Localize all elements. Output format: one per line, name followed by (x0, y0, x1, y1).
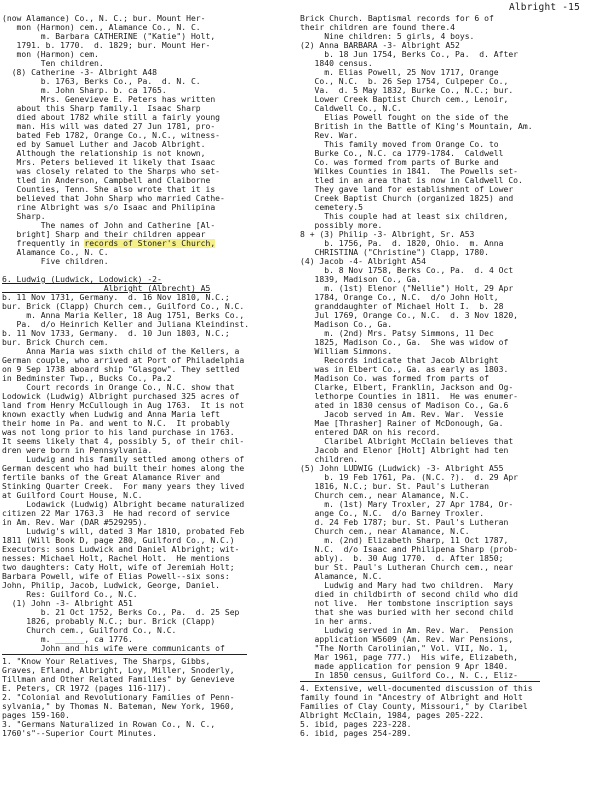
text-fragment: frequently in (2, 239, 85, 248)
footnote-line: 1. "Know Your Relatives, The Sharps, Gibbs, (2, 657, 211, 666)
text-line: Anna Maria was sixth child of the Kellers, a (2, 347, 240, 356)
text-line: Lower Creek Baptist Church cem., Lenoir, (300, 95, 509, 104)
text-line: mon (Harmon) cem., Alamance Co., N. C. (2, 23, 201, 32)
text-line: 1816, N.C.; bur. St. Paul's Lutheran (300, 482, 489, 491)
text-line: (2) Anna BARBARA -3- Albright A52 (300, 41, 460, 50)
text-line: Res: Guilford Co., N.C. (2, 590, 138, 599)
text-line: possibly more. (300, 221, 383, 230)
text-line: This family moved from Orange Co. to (300, 140, 499, 149)
text-line: ably). b. 30 Aug 1770. d. After 1850; (300, 554, 504, 563)
text-line: bright] Sharp and their children appear (2, 230, 206, 239)
text-line: m. (1st) Mary Troxler, 27 Apr 1784, Or- (300, 500, 514, 509)
text-line: Executors: sons Ludwick and Daniel Albright; wit- (2, 545, 240, 554)
text-line: b. 19 Feb 1761, Pa. (N.C. ?). d. 29 Apr (300, 473, 519, 482)
text-line: died about 1782 while still a fairly young (2, 113, 221, 122)
footnote-line: sylvania," by Thomas N. Bateman, New York, 1960, (2, 702, 235, 711)
text-line: Caldwell Co., N.C. (300, 104, 402, 113)
footnote-line: pages 159-160. (2, 711, 70, 720)
text-line: d. 24 Feb 1787; bur. St. Paul's Lutheran (300, 518, 509, 527)
text-line: not live. Her tombstone inscription says (300, 599, 514, 608)
footnote-line: E. Peters, CR 1972 (pages 116-117). (2, 684, 172, 693)
text-line: b. 8 Nov 1758, Berks Co., Pa. d. 4 Oct (300, 266, 514, 275)
text-line: nesses: Michael Holt, Rachel Holt. He mentions (2, 554, 230, 563)
footnote-line: 4. Extensive, well-documented discussion of this (300, 684, 533, 693)
text-line: cemetery.5 (300, 203, 363, 212)
text-line: application W5609 (Am. Rev. War Pensions, (300, 635, 514, 644)
text-line: citizen 22 Mar 1763.3 He had record of service (2, 509, 230, 518)
text-line: British in the Battle of King's Mountain, Am. (300, 122, 533, 131)
text-line: In 1850 census, Guilford Co., N. C., Eliz- (300, 671, 519, 680)
text-line: Ludwig and Mary had two children. Mary (300, 581, 514, 590)
text-line: Brick Church. Baptismal records for 6 of (300, 14, 494, 23)
text-line: ated in 1830 census of Madison Co., Ga.6 (300, 401, 509, 410)
text-line: John and his wife were communicants of (2, 644, 225, 653)
text-line: m. (2nd) Elizabeth Sharp, 11 Oct 1787, (300, 536, 509, 545)
footnote-rule-right (300, 681, 540, 682)
text-line: 1826, probably N.C.; bur. Brick (Clapp) (2, 617, 216, 626)
text-line: in Am. Rev. War (DAR #529295). (2, 518, 148, 527)
footnote-line: 2. "Colonial and Revolutionary Families of Penn- (2, 693, 235, 702)
footnote-line: 3. "Germans Naturalized in Rowan Co., N. C., (2, 720, 216, 729)
text-line: Ludwig and his family settled among others of (2, 455, 245, 464)
text-line: that she was buried with her second child (300, 608, 514, 617)
page-header: Albright -15 (508, 2, 580, 13)
text-line: m. (2nd) Mrs. Patsy Simmons, 11 Dec (300, 329, 494, 338)
text-line: Co. was formed from parts of Burke and (300, 158, 499, 167)
text-line: in her arms. (300, 617, 373, 626)
text-line: rine Albright was s/o Isaac and Philipina (2, 203, 216, 212)
text-line: Stinking Quarter Creek. For many years they lived (2, 482, 245, 491)
text-line: Church cem., near Alamance, N.C. (300, 491, 470, 500)
text-line: Counties, Tenn. She also wrote that it is (2, 185, 216, 194)
text-line: Mrs. Genevieve E. Peters has written (2, 95, 216, 104)
text-line: German couple, who arrived at Port of Philadelphia (2, 356, 245, 365)
left-column (2, 14, 295, 738)
text-line: 1811 (Will Book D, page 280, Guilford Co., N.C.) (2, 536, 235, 545)
text-line: Elias Powell fought on the side of the (300, 113, 509, 122)
text-line: died in childbirth of second child who did (300, 590, 519, 599)
text-line: Creek Baptist Church (organized 1825) and (300, 194, 514, 203)
text-line: their children are found there.4 (300, 23, 456, 32)
text-line: bur. Brick (Clapp) Church cem., Guilford Co., N.C. (2, 302, 245, 311)
text-line: Burke Co., N.C. ca 1779-1784. Caldwell (300, 149, 504, 158)
text-line: fertile banks of the Great Alamance River and (2, 473, 221, 482)
text-line: Mar 1961, page 777.) His wife, Elizabeth, (300, 653, 519, 662)
text-line: Wilkes Counties in 1841. The Powells set- (300, 167, 519, 176)
text-line: m. Anna Maria Keller, 18 Aug 1751, Berks Co., (2, 311, 245, 320)
text-line: tled in Anderson, Campbell and Claiborne (2, 176, 211, 185)
text-line: Claribel Albright McClain believes that (300, 437, 514, 446)
text-line: entered DAR on his record. (300, 428, 441, 437)
text-line: They gave land for establishment of Lower (300, 185, 514, 194)
footnote-line: Albright McClain, 1984, pages 205-222. (300, 711, 485, 720)
footnote-line: 5. ibid, pages 223-228. (300, 720, 412, 729)
text-line: mon (Harmon) cem. (2, 50, 99, 59)
text-line: Ludwig's will, dated 3 Mar 1810, probated Feb (2, 527, 245, 536)
text-line: Barbara Powell, wife of Elias Powell--six sons: (2, 572, 230, 581)
text-line: believed that John Sharp who married Cathe- (2, 194, 225, 203)
text-line: "The North Carolinian," Vol. VII, No. 1, (300, 644, 509, 653)
text-line: Jacob and Elenor [Holt] Albright had ten (300, 446, 509, 455)
text-line: 6. Ludwig (Ludwick, Lodowick) -2- (2, 275, 162, 284)
text-line: Lodowick (Ludwig) Albright purchased 325 acres of (2, 392, 240, 401)
text-line: Madison Co. was formed from parts of (300, 374, 489, 383)
text-line: b. 11 Nov 1731, Germany. d. 16 Nov 1810, N.C.; (2, 293, 230, 302)
text-line: Alamance Co., N. C. (2, 248, 109, 257)
text-line: ange Co., N.C. d/o Barney Troxler. (300, 509, 485, 518)
text-line: b. 11 Nov 1733, Germany. d. 10 Jun 1803, N.C.; (2, 329, 230, 338)
text-line: tled in an area that is now in Caldwell Co. (300, 176, 523, 185)
text-line: CHRISTINA ("Christine") Clapp, 1780. (300, 248, 489, 257)
text-line: bated Feb 1782, Orange Co., N.C., witness- (2, 131, 221, 140)
text-line: Church cem., Guilford Co., N.C. (2, 626, 177, 635)
text-line: (8) Catherine -3- Albright A48 (2, 68, 158, 77)
text-line: in Bedminster Twp., Bucks Co., Pa.2 (2, 374, 172, 383)
text-line: Madison Co., Ga. (300, 320, 393, 329)
text-line: Records indicate that Jacob Albright (300, 356, 499, 365)
text-line: Alamance, N.C. (300, 572, 383, 581)
text-line: b. 1756, Pa. d. 1820, Ohio. m. Anna (300, 239, 504, 248)
text-line: Co., N.C. b. 26 Sep 1754, Culpeper Co., (300, 77, 509, 86)
text-line: It seems likely that 4, possibly 5, of their chil- (2, 437, 245, 446)
footnote-rule-left (2, 654, 247, 655)
text-line: Nine children: 5 girls, 4 boys. (300, 32, 475, 41)
text-line: Rev. War. (300, 131, 359, 140)
text-line: m. John Sharp. b. ca 1765. (2, 86, 167, 95)
text-line: The names of John and Catherine [Al- (2, 221, 216, 230)
text-line: 1839, Madison Co., Ga. (300, 275, 422, 284)
text-line: man. His will was dated 27 Jun 1781, pro- (2, 122, 216, 131)
text-line: Jacob served in Am. Rev. War. Vessie (300, 410, 504, 419)
text-line: b. 1763, Berks Co., Pa. d. N. C. (2, 77, 201, 86)
text-line: m. Elias Powell, 25 Nov 1717, Orange (300, 68, 499, 77)
text-line: This couple had at least six children, (300, 212, 509, 221)
text-line: (1) John -3- Albright A51 (2, 599, 133, 608)
text-line: two daughters: Caty Holt, wife of Jeremiah Holt; (2, 563, 235, 572)
text-line: William Simmons. (300, 347, 393, 356)
text-line: Clarke, Elbert, Franklin, Jackson and Og- (300, 383, 514, 392)
text-line: (now Alamance) Co., N. C.; bur. Mount Her- (2, 14, 206, 23)
text-line: their home in Pa. and went to N.C. It probably (2, 419, 230, 428)
text-line: ed by Samuel Luther and Jacob Albright. (2, 140, 206, 149)
text-line: lethorpe Counties in 1811. He was enumer- (300, 392, 519, 401)
text-line (2, 266, 295, 275)
text-line: Lodawick (Ludwig) Albright became naturalized (2, 500, 245, 509)
text-line: was not long prior to his land purchase in 1763. (2, 428, 235, 437)
text-line: 1791. b. 1770. d. 1829; bur. Mount Her- (2, 41, 211, 50)
text-line: Five children. (2, 257, 109, 266)
text-line: on 9 Sep 1738 aboard ship "Glasgow". They settled (2, 365, 240, 374)
text-line: Although the relationship is not known, (2, 149, 206, 158)
text-line: at Guilford Court House, N.C. (2, 491, 143, 500)
text-line: children. (300, 455, 359, 464)
text-line: Ludwig served in Am. Rev. War. Pension (300, 626, 514, 635)
text-line: was in Elbert Co., Ga. as early as 1803. (300, 365, 509, 374)
text-line: Pa. d/o Heinrich Keller and Juliana Kleindinst. (2, 320, 250, 329)
right-column (300, 14, 590, 738)
text-line: (4) Jacob -4- Albright A54 (300, 257, 426, 266)
text-line: known exactly when Ludwig and Anna Maria left (2, 410, 221, 419)
text-line: bur. Brick Church cem. (2, 338, 109, 347)
text-line: was closely related to the Sharps who set- (2, 167, 221, 176)
text-line: Va. d. 5 May 1832, Burke Co., N.C.; bur. (300, 86, 514, 95)
text-line: made application for pension 9 Apr 1840. (300, 662, 509, 671)
text-line: granddaughter of Michael Holt I. b. 28 (300, 302, 504, 311)
footnote-line: Graves, Efland, Albright, Loy, Miller, Snoderly, (2, 666, 235, 675)
text-line: Mae [Thrasher] Rainer of McDonough, Ga. (300, 419, 504, 428)
text-line: Mrs. Peters believed it likely that Isaac (2, 158, 216, 167)
text-line (2, 239, 295, 248)
text-line: bur St. Paul's Lutheran Church cem., near (300, 563, 514, 572)
text-line: m. ______, ca 1776. (2, 635, 133, 644)
text-line: N.C. d/o Isaac and Philipena Sharp (prob- (300, 545, 519, 554)
footnote-line: 6. ibid, pages 254-289. (300, 729, 412, 738)
text-line: Ten children. (2, 59, 104, 68)
text-line: Albright (Albrecht) A5 (2, 284, 211, 293)
text-line: m. (1st) Elenor ("Nellie") Holt, 29 Apr (300, 284, 514, 293)
text-line: Court records in Orange Co., N.C. show that (2, 383, 235, 392)
text-line: dren were born in Pennsylvania. (2, 446, 153, 455)
text-line: b. 21 Oct 1752, Berks Co., Pa. d. 25 Sep (2, 608, 240, 617)
text-line: b. 18 Jun 1754, Berks Co., Pa. d. After (300, 50, 519, 59)
text-line: Jul 1769, Orange Co., N.C. d. 3 Nov 1820, (300, 311, 519, 320)
text-line: 1784, Orange Co., N.C. d/o John Holt, (300, 293, 499, 302)
footnote-line: 1760's"--Superior Court Minutes. (2, 729, 158, 738)
text-line: Sharp. (2, 212, 46, 221)
text-line: 1840 census. (300, 59, 373, 68)
highlighted-text: records of Stoner's Church, (84, 239, 216, 248)
footnote-line: Tillman and Other Related Families" by Genevieve (2, 675, 235, 684)
text-line: land from Henry McCullough in Aug 1763. It is not (2, 401, 245, 410)
footnote-line: family found in "Ancestry of Albright and Holt (300, 693, 523, 702)
text-line: German descent who had built their homes along the (2, 464, 245, 473)
text-line: (5) John LUDWIG (Ludwick) -3- Albright A55 (300, 464, 504, 473)
text-line: about this Sharp family.1 Isaac Sharp (2, 104, 201, 113)
footnote-line: Families of Clay County, Missouri," by Claribel (300, 702, 528, 711)
text-line: 1825, Madison Co., Ga. She was widow of (300, 338, 509, 347)
text-line: John, Philip, Jacob, Ludwick, George, Daniel. (2, 581, 221, 590)
text-line: Church cem., near Alamance, N.C. (300, 527, 470, 536)
text-line: 8 + (3) Philip -3- Albright, Sr. A53 (300, 230, 475, 239)
text-line: m. Barbara CATHERINE ("Katie") Holt, (2, 32, 216, 41)
